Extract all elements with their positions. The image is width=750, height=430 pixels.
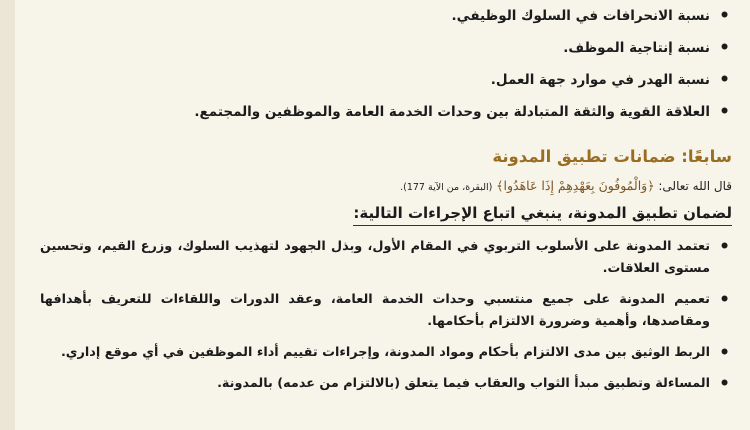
- list-item: • تعميم المدونة على جميع منتسبي وحدات الخدمة العامة، وعقد الدورات واللقاءات للتعريف بأهدافها ومقاصدها، وأهمية وضرورة الالتزام بأحكامها.: [40, 289, 732, 333]
- verse-text: ﴿وَالْمُوفُونَ بِعَهْدِهِمْ إِذَا عَاهَدُوا﴾: [496, 178, 655, 193]
- procedures-list: [40, 236, 732, 395]
- list-item: • تعتمد المدونة على الأسلوب التربوي في المقام الأول، وبذل الجهود لتهذيب السلوك، وزرع القيم، وتحسين مستوى العلاقات.: [40, 236, 732, 280]
- list-item: • العلاقة القوية والثقة المتبادلة بين وحدات الخدمة العامة والموظفين والمجتمع.: [40, 96, 732, 128]
- list-item: • المساءلة وتطبيق مبدأ الثواب والعقاب فيما يتعلق (بالالتزام من عدمه) بالمدونة.: [40, 373, 732, 395]
- verse-intro: قال الله تعالى:: [658, 179, 732, 193]
- list-item: • نسبة الهدر في موارد جهة العمل.: [40, 64, 732, 96]
- list-item: • نسبة الانحرافات في السلوك الوظيفي.: [40, 0, 732, 32]
- verse-reference: (البقرة، من الآية 177).: [400, 182, 493, 193]
- verse-line: [40, 171, 732, 201]
- section-title: سابعًا: ضمانات تطبيق المدونة: [492, 147, 732, 166]
- list-item: • الربط الوثيق بين مدى الالتزام بأحكام ومواد المدونة، وإجراءات تقييم أداء الموظفين في أي موقع إداري.: [40, 342, 732, 364]
- list-item: • نسبة إنتاجية الموظف.: [40, 32, 732, 64]
- subheading: لضمان تطبيق المدونة، ينبغي اتباع الإجراءات التالية:: [353, 201, 732, 226]
- document-content: [40, 0, 732, 404]
- indicator-list: [40, 0, 732, 128]
- page-edge: [0, 0, 15, 430]
